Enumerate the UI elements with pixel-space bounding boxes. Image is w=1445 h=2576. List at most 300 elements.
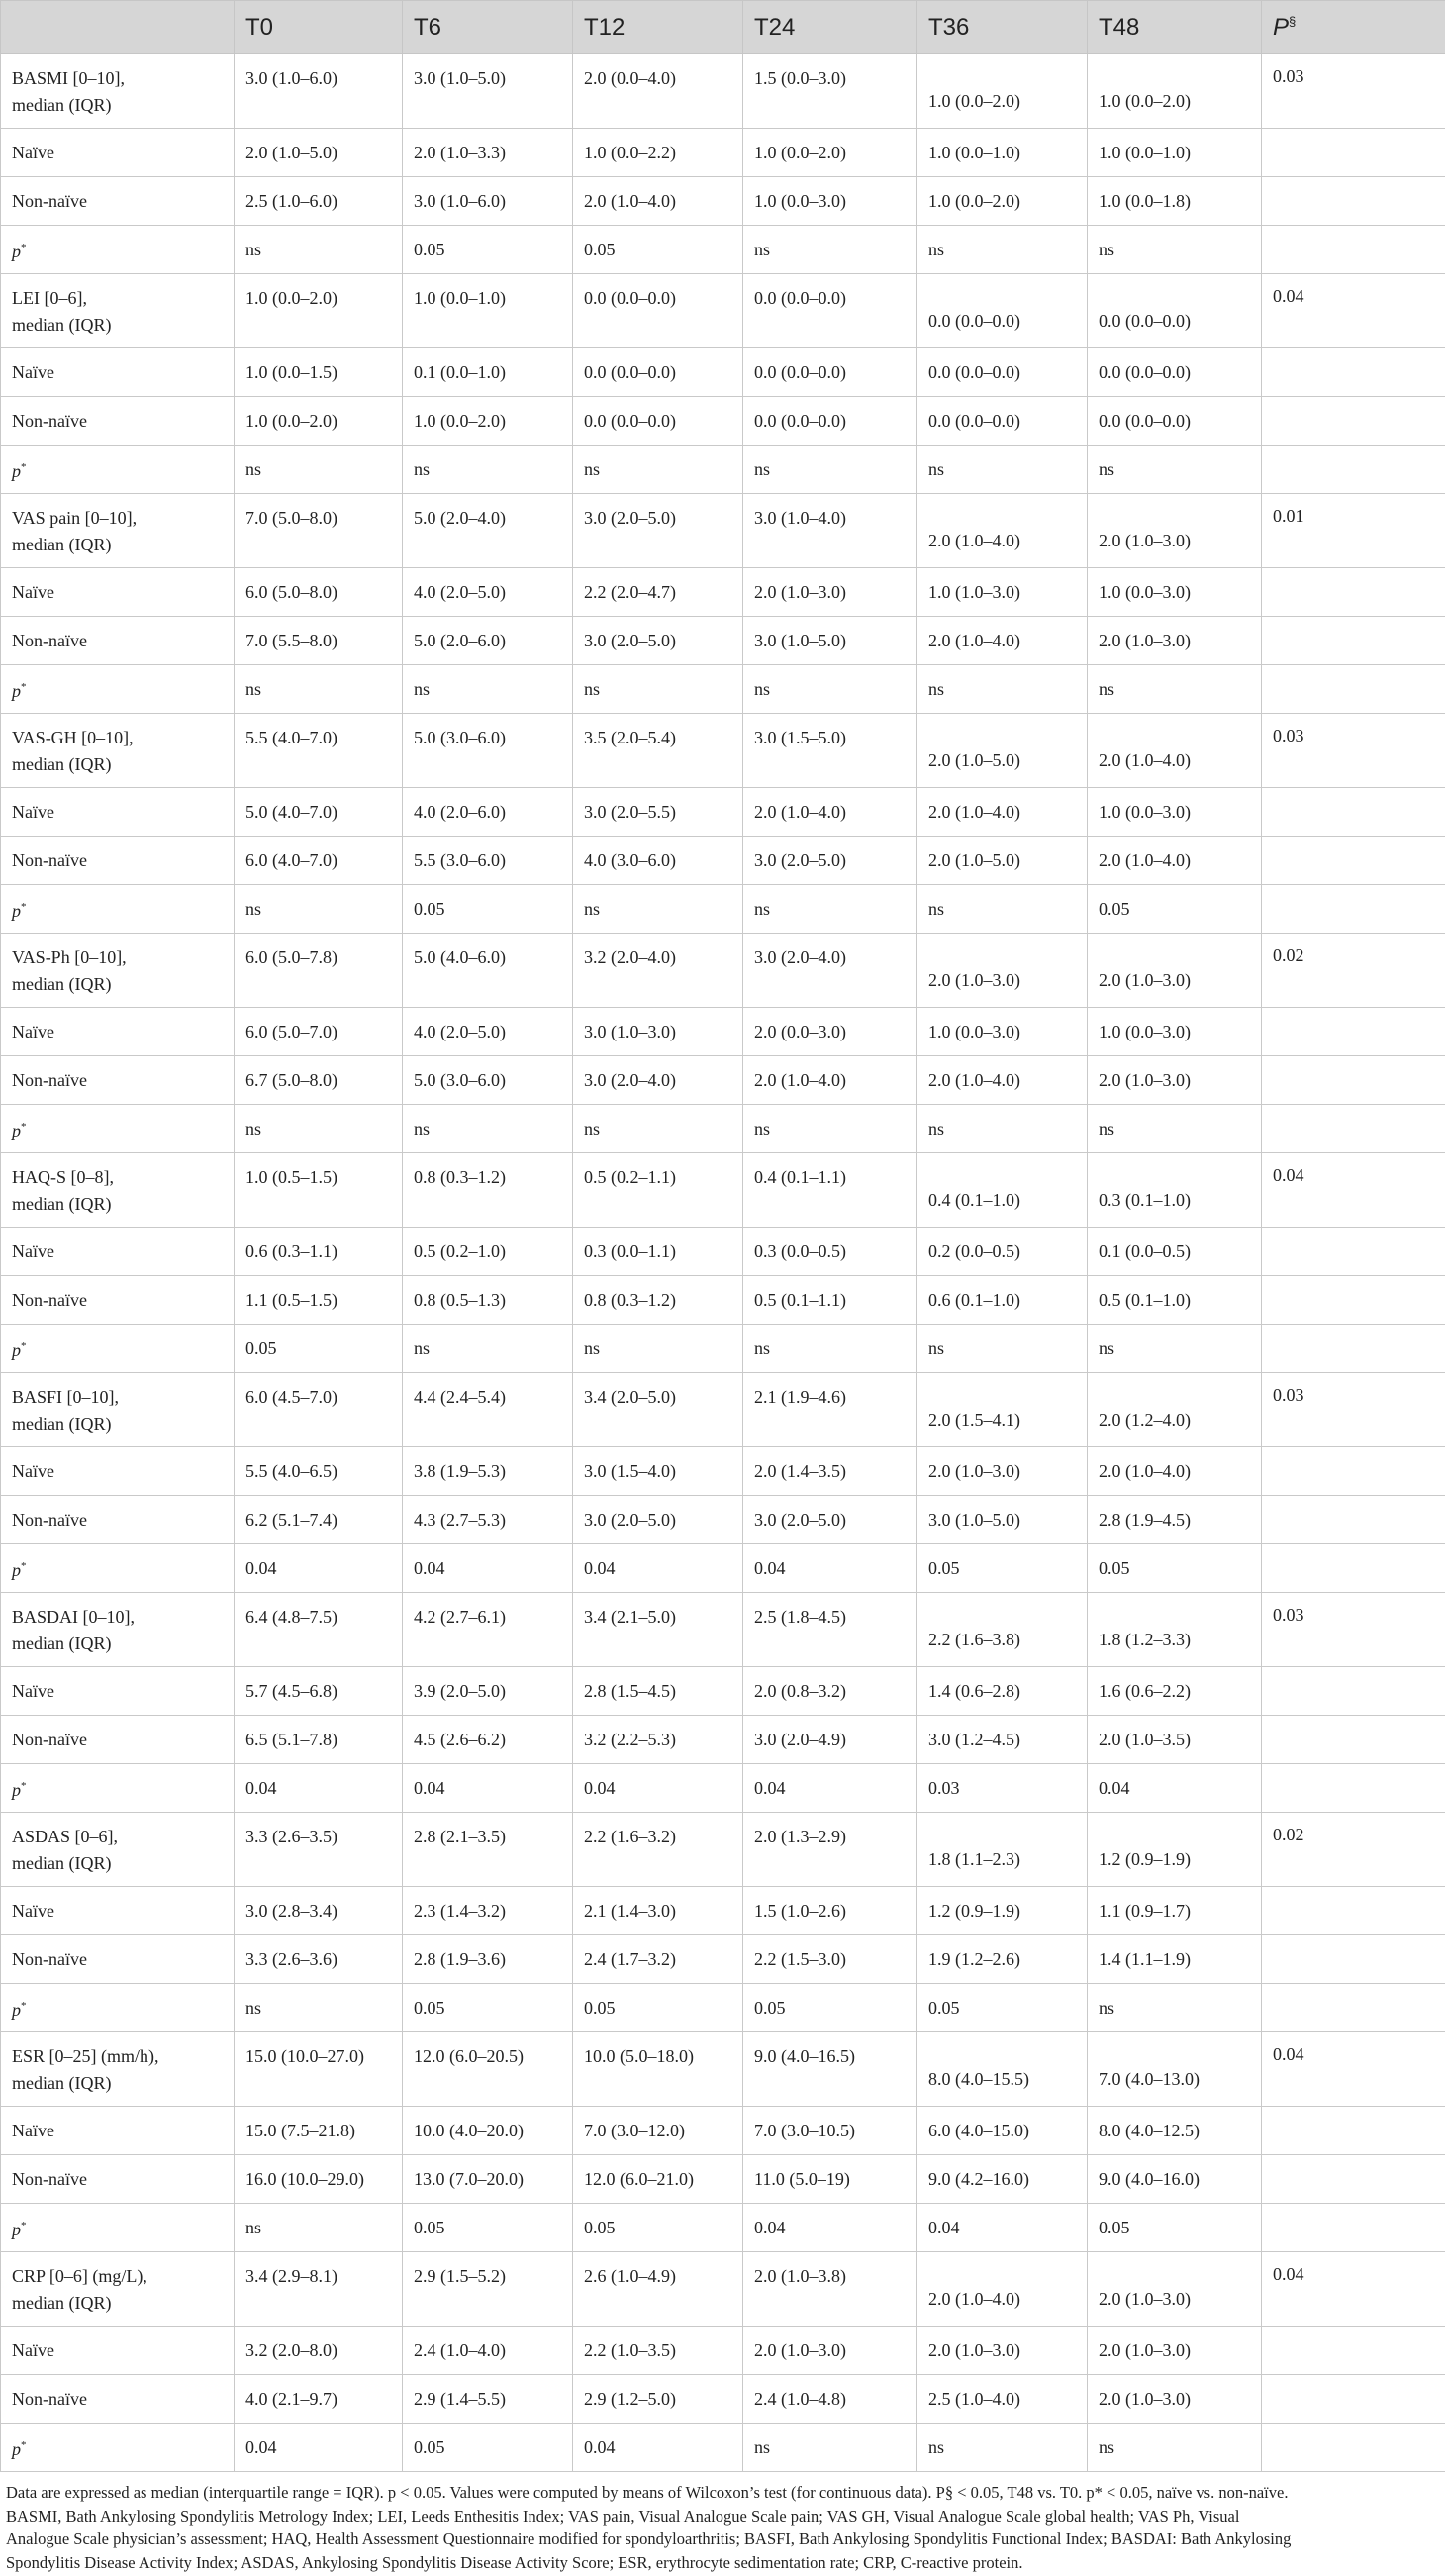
measure-label-line-2: median (IQR) [12, 1634, 112, 1653]
value-cell: 0.0 (0.0–0.0) [573, 274, 743, 348]
value-cell: 0.03 [917, 1764, 1088, 1813]
value-cell: 2.0 (1.0–3.0) [1088, 2327, 1262, 2375]
value-cell: 1.9 (1.2–2.6) [917, 1935, 1088, 1984]
table-row-p-star [1, 665, 1445, 714]
header-cell-timepoint: T0 [235, 1, 403, 54]
value-cell: 0.05 [403, 2204, 573, 2252]
row-label-naive: Naïve [1, 348, 235, 397]
value-cell: ns [743, 2424, 917, 2472]
value-cell: ns [743, 665, 917, 714]
value-cell: 0.5 (0.2–1.1) [573, 1153, 743, 1228]
value-cell: 5.0 (4.0–6.0) [403, 934, 573, 1008]
value-cell: 0.05 [573, 226, 743, 274]
table-row-measure [1, 1593, 1445, 1667]
value-cell: 1.1 (0.9–1.7) [1088, 1887, 1262, 1935]
header-cell-timepoint: T24 [743, 1, 917, 54]
header-cell-timepoint: T48 [1088, 1, 1262, 54]
value-cell: 4.0 (3.0–6.0) [573, 837, 743, 885]
value-cell: 3.0 (1.0–3.0) [573, 1008, 743, 1056]
value-cell: 2.0 (1.0–4.0) [917, 494, 1088, 568]
row-label-p-star: p* [1, 2424, 235, 2472]
value-cell: 0.8 (0.3–1.2) [403, 1153, 573, 1228]
value-cell: 9.0 (4.0–16.5) [743, 2032, 917, 2107]
p-value-cell: 0.04 [1262, 1153, 1445, 1228]
asterisk-marker: * [21, 2220, 27, 2231]
value-cell: 0.05 [403, 1984, 573, 2032]
row-label-p-star: p* [1, 885, 235, 934]
value-cell: 6.4 (4.8–7.5) [235, 1593, 403, 1667]
table-row-naive [1, 2327, 1445, 2375]
asterisk-marker: * [21, 1340, 27, 1352]
p-value-cell-empty [1262, 1325, 1445, 1373]
value-cell: 3.0 (2.8–3.4) [235, 1887, 403, 1935]
value-cell: 6.0 (4.5–7.0) [235, 1373, 403, 1447]
value-cell: 0.05 [403, 226, 573, 274]
value-cell: 1.0 (0.0–2.0) [403, 397, 573, 446]
p-value-cell-empty [1262, 1667, 1445, 1716]
value-cell: 2.0 (1.0–3.0) [1088, 2375, 1262, 2424]
asterisk-marker: * [21, 461, 27, 473]
measure-label-line-1: VAS pain [0–10], [12, 508, 138, 528]
measure-label [1, 274, 235, 348]
table-row-naive [1, 788, 1445, 837]
value-cell: 2.9 (1.5–5.2) [403, 2252, 573, 2327]
measure-label [1, 1153, 235, 1228]
value-cell: 1.0 (0.0–3.0) [1088, 1008, 1262, 1056]
value-cell: ns [917, 446, 1088, 494]
value-cell: 2.9 (1.4–5.5) [403, 2375, 573, 2424]
value-cell: 2.8 (2.1–3.5) [403, 1813, 573, 1887]
value-cell: 2.2 (2.0–4.7) [573, 568, 743, 617]
value-cell: 3.0 (2.0–4.0) [573, 1056, 743, 1105]
header-row [1, 1, 1445, 54]
measure-label-line-1: LEI [0–6], [12, 288, 87, 308]
value-cell: 5.5 (4.0–6.5) [235, 1447, 403, 1496]
value-cell: ns [743, 1325, 917, 1373]
value-cell: 1.0 (0.0–2.0) [743, 129, 917, 177]
value-cell: 2.0 (1.3–2.9) [743, 1813, 917, 1887]
p-value-cell-empty [1262, 837, 1445, 885]
value-cell: 2.0 (1.0–3.0) [1088, 1056, 1262, 1105]
row-label-naive: Naïve [1, 1008, 235, 1056]
value-cell: 1.1 (0.5–1.5) [235, 1276, 403, 1325]
value-cell: 1.0 (0.0–2.2) [573, 129, 743, 177]
measure-label-line-2: median (IQR) [12, 315, 112, 335]
value-cell: 5.0 (2.0–6.0) [403, 617, 573, 665]
value-cell: 13.0 (7.0–20.0) [403, 2155, 573, 2204]
p-value-cell-empty [1262, 1276, 1445, 1325]
value-cell: ns [743, 226, 917, 274]
value-cell: ns [917, 2424, 1088, 2472]
value-cell: 0.04 [403, 1544, 573, 1593]
p-value-cell: 0.03 [1262, 1373, 1445, 1447]
value-cell: 0.04 [235, 1764, 403, 1813]
table-row-measure [1, 1153, 1445, 1228]
header-cell-timepoint: T12 [573, 1, 743, 54]
p-value-cell: 0.03 [1262, 1593, 1445, 1667]
row-label-p-star: p* [1, 1105, 235, 1153]
value-cell: 6.0 (4.0–15.0) [917, 2107, 1088, 2155]
p-value-cell: 0.04 [1262, 2032, 1445, 2107]
value-cell: 0.6 (0.1–1.0) [917, 1276, 1088, 1325]
header-cell-timepoint: T6 [403, 1, 573, 54]
p-value-cell-empty [1262, 177, 1445, 226]
value-cell: 3.2 (2.2–5.3) [573, 1716, 743, 1764]
value-cell: 2.0 (1.0–5.0) [235, 129, 403, 177]
measure-label-line-1: VAS-GH [0–10], [12, 728, 134, 747]
value-cell: 0.6 (0.3–1.1) [235, 1228, 403, 1276]
row-label-naive: Naïve [1, 1228, 235, 1276]
value-cell: 0.05 [403, 2424, 573, 2472]
p-value-cell: 0.04 [1262, 2252, 1445, 2327]
p-value-cell-empty [1262, 1105, 1445, 1153]
value-cell: ns [403, 446, 573, 494]
value-cell: 2.2 (1.0–3.5) [573, 2327, 743, 2375]
table-row-p-star [1, 1325, 1445, 1373]
value-cell: 0.05 [1088, 885, 1262, 934]
value-cell: 2.0 (1.0–3.0) [743, 2327, 917, 2375]
value-cell: 0.5 (0.1–1.1) [743, 1276, 917, 1325]
value-cell: 2.0 (1.5–4.1) [917, 1373, 1088, 1447]
value-cell: 0.05 [235, 1325, 403, 1373]
value-cell: ns [917, 885, 1088, 934]
table-row-p-star [1, 1984, 1445, 2032]
table-row-p-star [1, 226, 1445, 274]
value-cell: 0.5 (0.2–1.0) [403, 1228, 573, 1276]
table-row-naive [1, 1447, 1445, 1496]
value-cell: 0.3 (0.0–1.1) [573, 1228, 743, 1276]
table-row-naive [1, 1887, 1445, 1935]
measure-label-line-2: median (IQR) [12, 754, 112, 774]
table-row-non-naive [1, 837, 1445, 885]
value-cell: 2.0 (1.0–3.8) [743, 2252, 917, 2327]
value-cell: 0.1 (0.0–1.0) [403, 348, 573, 397]
value-cell: ns [573, 885, 743, 934]
value-cell: 6.5 (5.1–7.8) [235, 1716, 403, 1764]
value-cell: 15.0 (10.0–27.0) [235, 2032, 403, 2107]
table-row-measure [1, 274, 1445, 348]
value-cell: 1.0 (0.0–1.0) [1088, 129, 1262, 177]
value-cell: 0.0 (0.0–0.0) [573, 397, 743, 446]
asterisk-marker: * [21, 2439, 27, 2451]
value-cell: 0.04 [573, 2424, 743, 2472]
value-cell: 1.4 (1.1–1.9) [1088, 1935, 1262, 1984]
value-cell: 3.0 (1.5–4.0) [573, 1447, 743, 1496]
p-value-cell-empty [1262, 397, 1445, 446]
p-value-cell-empty [1262, 2327, 1445, 2375]
table-row-non-naive [1, 1056, 1445, 1105]
measure-label [1, 934, 235, 1008]
value-cell: 3.0 (2.0–4.0) [743, 934, 917, 1008]
table-row-naive [1, 1667, 1445, 1716]
value-cell: 3.2 (2.0–4.0) [573, 934, 743, 1008]
row-label-non-naive: Non-naïve [1, 2375, 235, 2424]
row-label-non-naive: Non-naïve [1, 2155, 235, 2204]
value-cell: 4.5 (2.6–6.2) [403, 1716, 573, 1764]
value-cell: 0.0 (0.0–0.0) [1088, 397, 1262, 446]
row-label-p-star: p* [1, 2204, 235, 2252]
value-cell: 5.5 (4.0–7.0) [235, 714, 403, 788]
row-label-non-naive: Non-naïve [1, 837, 235, 885]
table-row-measure [1, 1813, 1445, 1887]
value-cell: 2.2 (1.6–3.2) [573, 1813, 743, 1887]
value-cell: 2.0 (1.0–4.0) [573, 177, 743, 226]
value-cell: 3.0 (2.0–5.0) [573, 617, 743, 665]
value-cell: 0.04 [235, 1544, 403, 1593]
value-cell: 3.0 (1.5–5.0) [743, 714, 917, 788]
row-label-non-naive: Non-naïve [1, 1056, 235, 1105]
value-cell: 2.4 (1.0–4.0) [403, 2327, 573, 2375]
value-cell: 9.0 (4.2–16.0) [917, 2155, 1088, 2204]
footnote-line-1: Data are expressed as median (interquartile range = IQR). p < 0.05. Values were computed by means of Wilcoxon’s test (for continuous data). P§ < 0.05, T48 vs. T0. p* < 0.05, naïve vs. non-naïve. [6, 2483, 1289, 2502]
value-cell: 1.5 (0.0–3.0) [743, 54, 917, 129]
value-cell: 2.0 (1.0–4.0) [917, 2252, 1088, 2327]
row-label-p-star: p* [1, 1764, 235, 1813]
value-cell: 3.0 (2.0–5.0) [573, 1496, 743, 1544]
value-cell: ns [1088, 665, 1262, 714]
value-cell: 3.0 (1.0–6.0) [403, 177, 573, 226]
value-cell: 0.05 [573, 1984, 743, 2032]
value-cell: 0.05 [917, 1544, 1088, 1593]
asterisk-marker: * [21, 901, 27, 913]
table-row-naive [1, 129, 1445, 177]
value-cell: 2.0 (1.0–5.0) [917, 837, 1088, 885]
p-value-cell-empty [1262, 1008, 1445, 1056]
value-cell: 0.0 (0.0–0.0) [743, 348, 917, 397]
value-cell: 1.5 (1.0–2.6) [743, 1887, 917, 1935]
value-cell: 4.0 (2.0–5.0) [403, 1008, 573, 1056]
p-value-cell-empty [1262, 1228, 1445, 1276]
measure-label-line-2: median (IQR) [12, 2073, 112, 2093]
value-cell: 1.0 (0.0–1.0) [403, 274, 573, 348]
value-cell: ns [235, 226, 403, 274]
header-cell-measure [1, 1, 235, 54]
value-cell: ns [235, 1105, 403, 1153]
table-row-measure [1, 494, 1445, 568]
p-value-cell-empty [1262, 1496, 1445, 1544]
measure-label-line-1: ESR [0–25] (mm/h), [12, 2046, 159, 2066]
value-cell: 0.4 (0.1–1.0) [917, 1153, 1088, 1228]
value-cell: ns [743, 1105, 917, 1153]
p-value-cell-empty [1262, 446, 1445, 494]
value-cell: 1.0 (0.0–1.8) [1088, 177, 1262, 226]
value-cell: ns [917, 1105, 1088, 1153]
value-cell: 7.0 (5.0–8.0) [235, 494, 403, 568]
value-cell: 1.0 (0.0–2.0) [917, 54, 1088, 129]
p-value-cell-empty [1262, 568, 1445, 617]
value-cell: 16.0 (10.0–29.0) [235, 2155, 403, 2204]
table-row-non-naive [1, 177, 1445, 226]
value-cell: 1.8 (1.2–3.3) [1088, 1593, 1262, 1667]
p-value-cell: 0.02 [1262, 934, 1445, 1008]
table-row-non-naive [1, 1276, 1445, 1325]
table-row-p-star [1, 1764, 1445, 1813]
value-cell: ns [573, 665, 743, 714]
value-cell: ns [235, 665, 403, 714]
value-cell: 0.04 [743, 1544, 917, 1593]
row-label-naive: Naïve [1, 2107, 235, 2155]
value-cell: 2.1 (1.9–4.6) [743, 1373, 917, 1447]
value-cell: 8.0 (4.0–15.5) [917, 2032, 1088, 2107]
table-row-p-star [1, 885, 1445, 934]
value-cell: 0.8 (0.5–1.3) [403, 1276, 573, 1325]
asterisk-marker: * [21, 1121, 27, 1133]
value-cell: ns [917, 1325, 1088, 1373]
value-cell: 1.0 (0.0–3.0) [1088, 568, 1262, 617]
row-label-naive: Naïve [1, 1447, 235, 1496]
measure-label [1, 2032, 235, 2107]
value-cell: 2.0 (1.0–4.0) [743, 788, 917, 837]
value-cell: 0.0 (0.0–0.0) [573, 348, 743, 397]
measure-label [1, 1813, 235, 1887]
row-label-naive: Naïve [1, 129, 235, 177]
p-value-cell-empty [1262, 2375, 1445, 2424]
p-value-cell-empty [1262, 1764, 1445, 1813]
p-value-cell-empty [1262, 2107, 1445, 2155]
p-value-cell-empty [1262, 2424, 1445, 2472]
row-label-non-naive: Non-naïve [1, 177, 235, 226]
value-cell: 8.0 (4.0–12.5) [1088, 2107, 1262, 2155]
value-cell: 2.0 (1.0–3.3) [403, 129, 573, 177]
value-cell: 5.0 (3.0–6.0) [403, 1056, 573, 1105]
measure-label [1, 2252, 235, 2327]
value-cell: ns [1088, 1105, 1262, 1153]
value-cell: 0.0 (0.0–0.0) [743, 397, 917, 446]
measure-label-line-1: BASFI [0–10], [12, 1387, 120, 1407]
value-cell: 1.0 (0.5–1.5) [235, 1153, 403, 1228]
row-label-p-star: p* [1, 1325, 235, 1373]
table-header [1, 1, 1445, 54]
measure-label-line-2: median (IQR) [12, 1194, 112, 1214]
value-cell: 7.0 (4.0–13.0) [1088, 2032, 1262, 2107]
value-cell: 3.0 (2.0–5.0) [743, 837, 917, 885]
value-cell: 1.0 (0.0–3.0) [743, 177, 917, 226]
value-cell: 4.0 (2.0–5.0) [403, 568, 573, 617]
value-cell: 0.3 (0.1–1.0) [1088, 1153, 1262, 1228]
row-label-non-naive: Non-naïve [1, 1276, 235, 1325]
table-row-naive [1, 1008, 1445, 1056]
value-cell: 3.0 (2.0–4.9) [743, 1716, 917, 1764]
value-cell: 2.0 (0.8–3.2) [743, 1667, 917, 1716]
value-cell: 0.05 [917, 1984, 1088, 2032]
value-cell: 1.2 (0.9–1.9) [1088, 1813, 1262, 1887]
value-cell: 5.7 (4.5–6.8) [235, 1667, 403, 1716]
p-value-cell-empty [1262, 348, 1445, 397]
p-value-cell-empty [1262, 226, 1445, 274]
measure-label [1, 1593, 235, 1667]
value-cell: 10.0 (5.0–18.0) [573, 2032, 743, 2107]
value-cell: 0.0 (0.0–0.0) [917, 397, 1088, 446]
value-cell: 2.4 (1.7–3.2) [573, 1935, 743, 1984]
value-cell: 2.0 (1.0–4.0) [743, 1056, 917, 1105]
value-cell: 1.2 (0.9–1.9) [917, 1887, 1088, 1935]
value-cell: 5.0 (4.0–7.0) [235, 788, 403, 837]
value-cell: 0.1 (0.0–0.5) [1088, 1228, 1262, 1276]
row-label-non-naive: Non-naïve [1, 397, 235, 446]
value-cell: 1.0 (0.0–3.0) [917, 1008, 1088, 1056]
row-label-non-naive: Non-naïve [1, 617, 235, 665]
measure-label-line-2: median (IQR) [12, 1853, 112, 1873]
value-cell: 2.8 (1.9–4.5) [1088, 1496, 1262, 1544]
table-body [1, 54, 1445, 2472]
value-cell: 0.04 [743, 2204, 917, 2252]
value-cell: ns [235, 446, 403, 494]
measure-label-line-1: BASMI [0–10], [12, 68, 126, 88]
value-cell: ns [573, 446, 743, 494]
p-value-cell-empty [1262, 1984, 1445, 2032]
value-cell: 7.0 (3.0–12.0) [573, 2107, 743, 2155]
table-row-naive [1, 2107, 1445, 2155]
value-cell: 1.0 (0.0–1.0) [917, 129, 1088, 177]
value-cell: 3.4 (2.0–5.0) [573, 1373, 743, 1447]
value-cell: ns [573, 1105, 743, 1153]
measure-label-line-2: median (IQR) [12, 95, 112, 115]
value-cell: 3.2 (2.0–8.0) [235, 2327, 403, 2375]
value-cell: 0.05 [573, 2204, 743, 2252]
measure-label-line-1: VAS-Ph [0–10], [12, 947, 127, 967]
table-row-measure [1, 1373, 1445, 1447]
measure-label [1, 54, 235, 129]
asterisk-marker: * [21, 2000, 27, 2012]
value-cell: ns [1088, 1984, 1262, 2032]
value-cell: 1.4 (0.6–2.8) [917, 1667, 1088, 1716]
measure-label-line-2: median (IQR) [12, 2293, 112, 2313]
p-value-cell: 0.03 [1262, 714, 1445, 788]
asterisk-marker: * [21, 1780, 27, 1792]
p-value-cell-empty [1262, 788, 1445, 837]
value-cell: 12.0 (6.0–20.5) [403, 2032, 573, 2107]
table-row-non-naive [1, 617, 1445, 665]
value-cell: 3.4 (2.9–8.1) [235, 2252, 403, 2327]
table-row-non-naive [1, 1935, 1445, 1984]
p-value-cell-empty [1262, 617, 1445, 665]
value-cell: 0.04 [403, 1764, 573, 1813]
value-cell: 2.2 (1.6–3.8) [917, 1593, 1088, 1667]
measure-label-line-2: median (IQR) [12, 535, 112, 554]
measure-label-line-1: BASDAI [0–10], [12, 1607, 135, 1627]
measure-label-line-2: median (IQR) [12, 974, 112, 994]
value-cell: 3.0 (1.0–6.0) [235, 54, 403, 129]
value-cell: 0.0 (0.0–0.0) [917, 274, 1088, 348]
value-cell: ns [917, 665, 1088, 714]
value-cell: 2.0 (0.0–3.0) [743, 1008, 917, 1056]
value-cell: 2.0 (1.0–4.0) [1088, 1447, 1262, 1496]
value-cell: 4.0 (2.0–6.0) [403, 788, 573, 837]
value-cell: 1.0 (0.0–2.0) [917, 177, 1088, 226]
value-cell: 6.2 (5.1–7.4) [235, 1496, 403, 1544]
value-cell: 11.0 (5.0–19) [743, 2155, 917, 2204]
value-cell: 2.8 (1.5–4.5) [573, 1667, 743, 1716]
value-cell: 0.04 [743, 1764, 917, 1813]
value-cell: ns [1088, 226, 1262, 274]
value-cell: 3.8 (1.9–5.3) [403, 1447, 573, 1496]
value-cell: 0.2 (0.0–0.5) [917, 1228, 1088, 1276]
measure-label-line-2: median (IQR) [12, 1414, 112, 1434]
value-cell: 2.0 (1.0–3.0) [743, 568, 917, 617]
p-value-cell: 0.01 [1262, 494, 1445, 568]
value-cell: 2.0 (1.0–3.5) [1088, 1716, 1262, 1764]
value-cell: ns [235, 1984, 403, 2032]
value-cell: 2.0 (1.0–4.0) [917, 788, 1088, 837]
p-value-cell-empty [1262, 2204, 1445, 2252]
value-cell: 2.0 (1.0–5.0) [917, 714, 1088, 788]
value-cell: 3.0 (2.0–5.0) [743, 1496, 917, 1544]
p-value-cell-empty [1262, 1935, 1445, 1984]
value-cell: ns [403, 1325, 573, 1373]
measure-label-line-1: CRP [0–6] (mg/L), [12, 2266, 147, 2286]
value-cell: 4.3 (2.7–5.3) [403, 1496, 573, 1544]
value-cell: 2.6 (1.0–4.9) [573, 2252, 743, 2327]
